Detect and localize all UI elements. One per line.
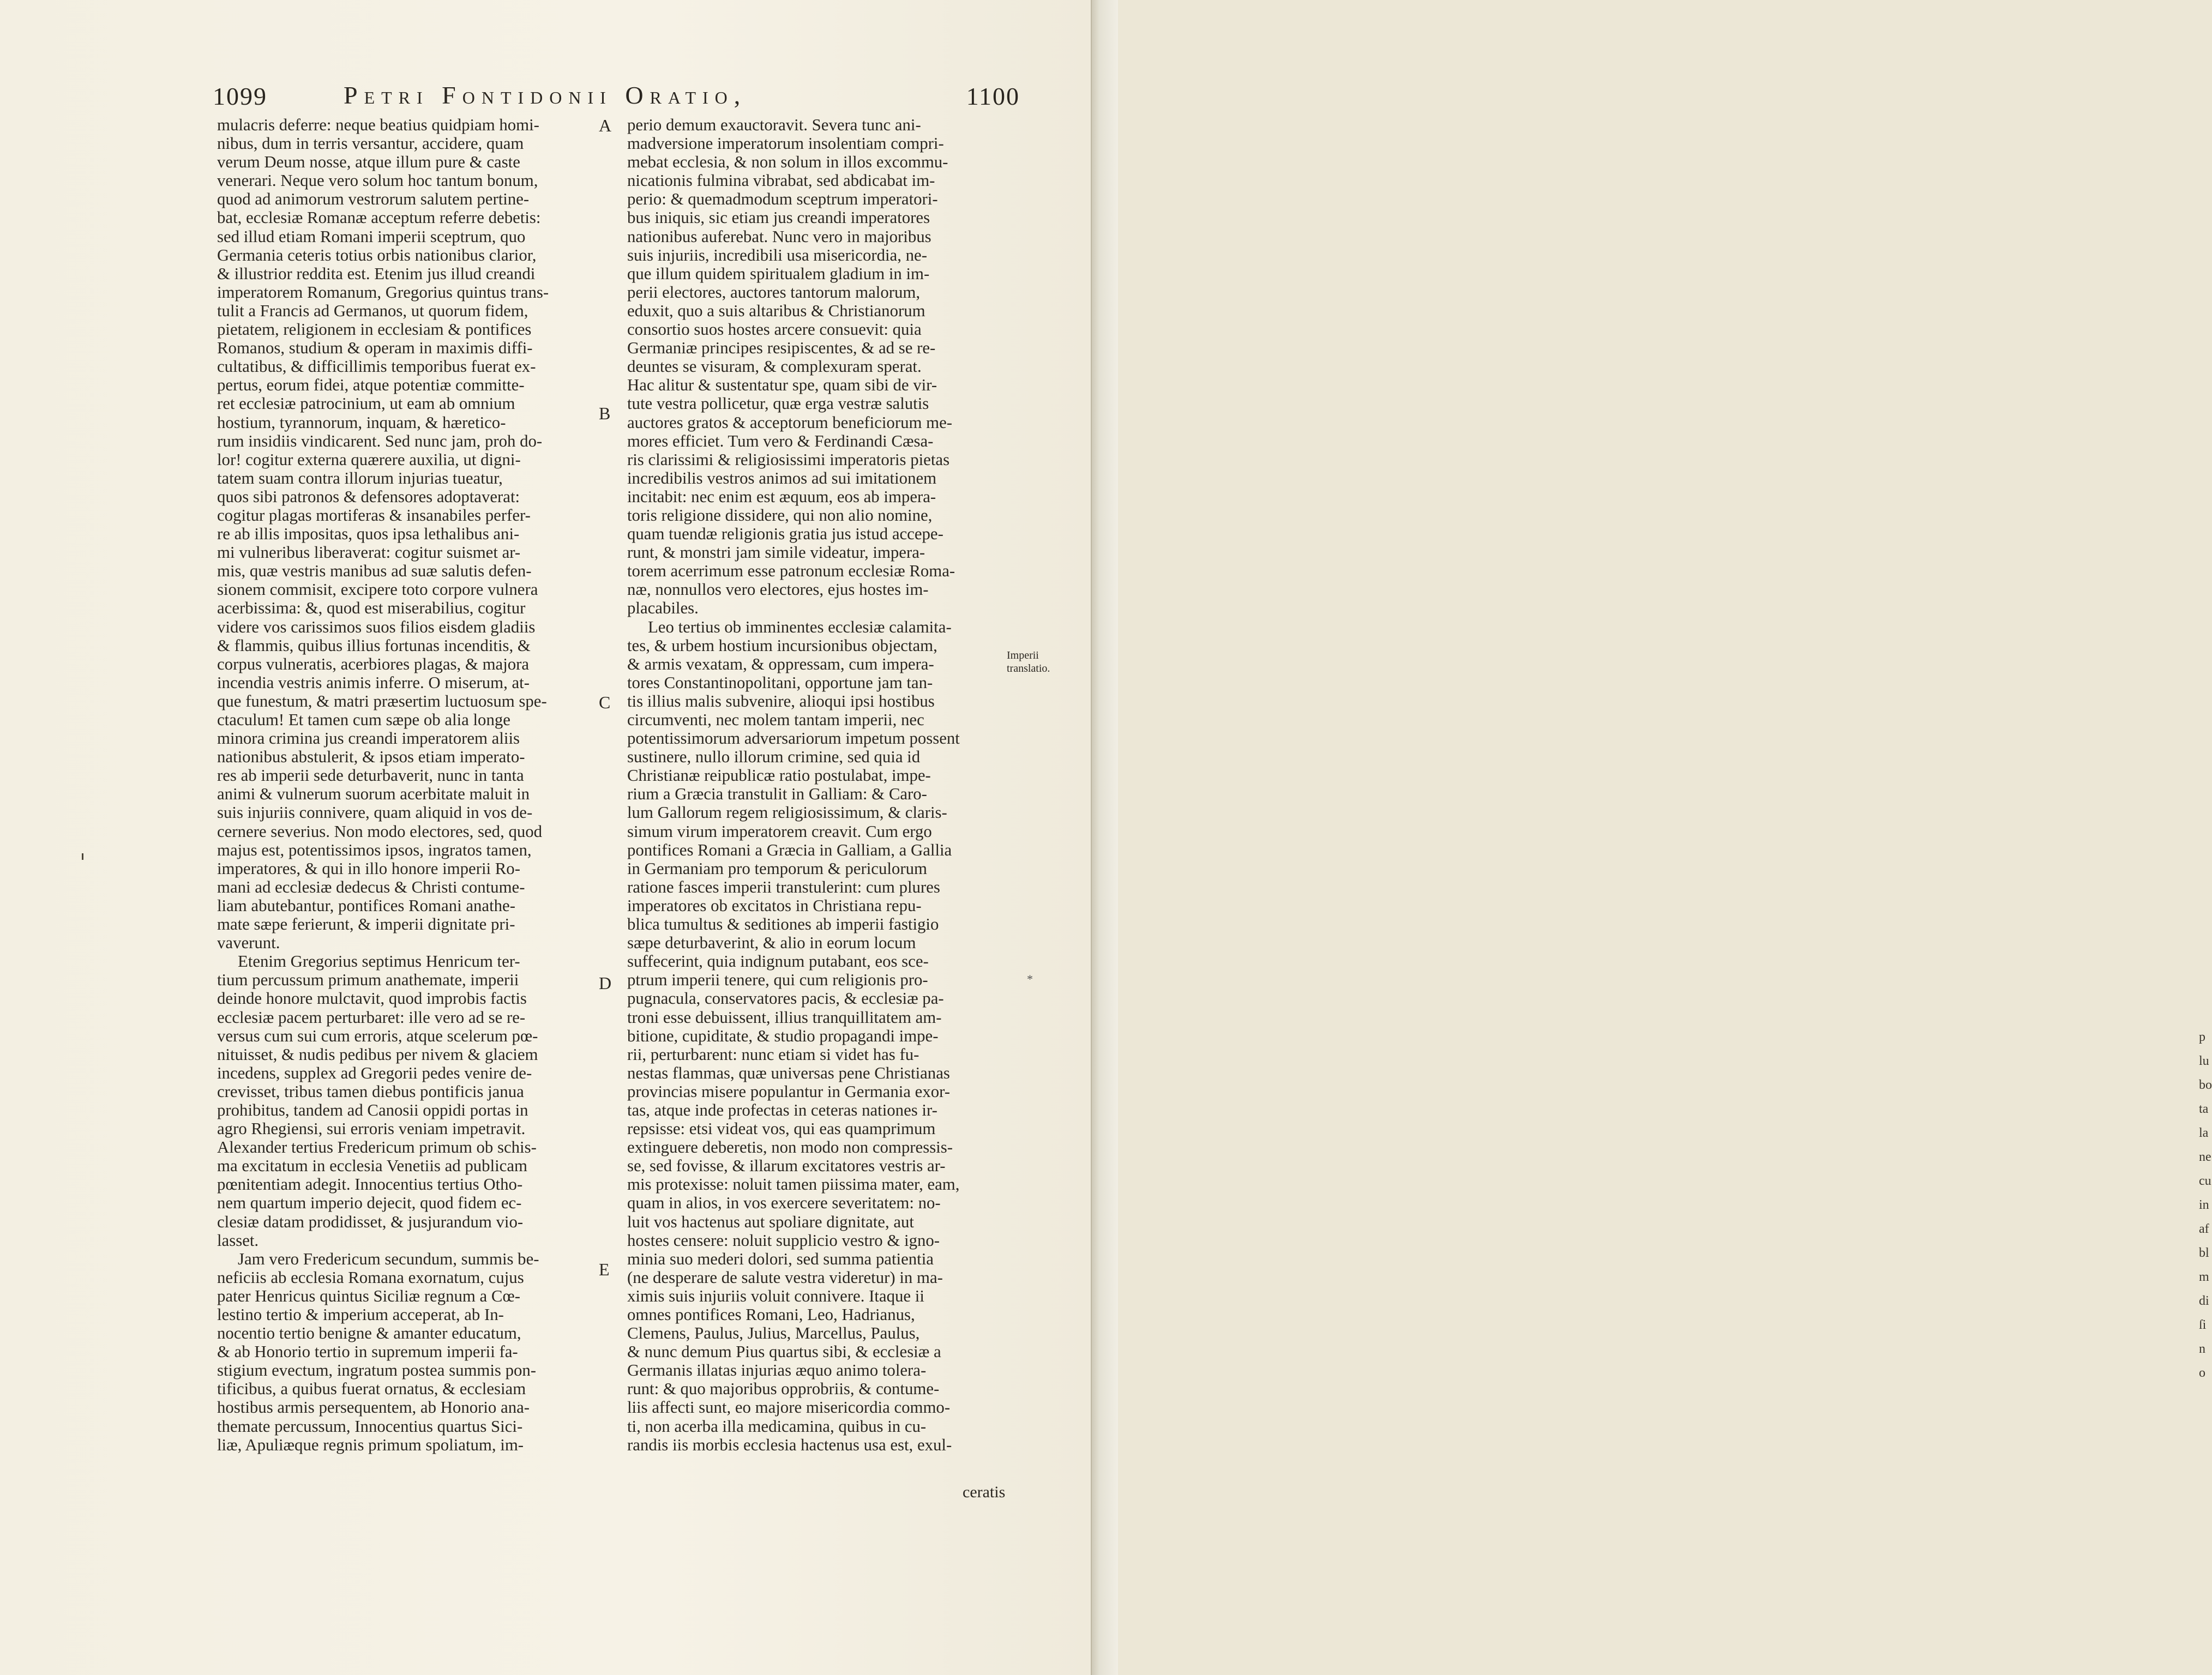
facing-page-letter: n bbox=[2199, 1342, 2205, 1356]
text-line: sionem commisit, excipere toto corpore vulnera bbox=[217, 580, 538, 599]
asterisk-mark: * bbox=[1027, 972, 1033, 986]
text-line: nituisset, & nudis pedibus per nivem & glaciem bbox=[217, 1045, 538, 1064]
text-line: liæ, Apuliæque regnis primum spoliatum, im- bbox=[217, 1435, 524, 1454]
text-line: mani ad ecclesiæ dedecus & Christi contume- bbox=[217, 877, 525, 896]
text-line: quam in alios, in vos exercere severitatem: no- bbox=[627, 1194, 941, 1213]
facing-page-letter: o bbox=[2199, 1366, 2205, 1380]
text-line: luit vos hactenus aut spoliare dignitate, aut bbox=[627, 1212, 914, 1231]
margin-letter-c: C bbox=[599, 692, 611, 712]
text-line: venerari. Neque vero solum hoc tantum bonum, bbox=[217, 171, 538, 190]
text-line: in Germaniam pro temporum & periculorum bbox=[627, 859, 927, 878]
text-line: runt, & monstri jam simile videatur, impera- bbox=[627, 543, 925, 562]
text-line: incredibilis vestros animos ad sui imitationem bbox=[627, 468, 937, 487]
text-line: mores efficiet. Tum vero & Ferdinandi Cæsa- bbox=[627, 431, 934, 450]
text-line: blica tumultus & seditiones ab imperii fastigio bbox=[627, 915, 939, 934]
text-line: sed illud etiam Romani imperii sceptrum, quo bbox=[217, 227, 526, 246]
text-line: liis affecti sunt, eo majore misericordia commo- bbox=[627, 1398, 951, 1417]
text-line: extinguere deberetis, non modo non compressis- bbox=[627, 1138, 953, 1157]
facing-page-letter: bo bbox=[2199, 1078, 2212, 1092]
text-line: cultatibus, & difficillimis temporibus fuerat ex- bbox=[217, 357, 536, 376]
marginal-note bbox=[1007, 649, 1050, 675]
text-line: Etenim Gregorius septimus Henricum ter- bbox=[238, 952, 520, 971]
text-line: & flammis, quibus illius fortunas incenditis, & bbox=[217, 636, 531, 655]
text-line: mebat ecclesia, & non solum in illos excommu- bbox=[627, 153, 948, 172]
text-line: nocentio tertio benigne & amanter educatum, bbox=[217, 1324, 521, 1343]
text-line: Jam vero Fredericum secundum, summis be- bbox=[238, 1249, 539, 1268]
text-line: ratione fasces imperii transtulerint: cum plures bbox=[627, 877, 940, 896]
text-line: verum Deum nosse, atque illum pure & caste bbox=[217, 153, 520, 172]
text-line: tatem suam contra illorum injurias tueatur, bbox=[217, 468, 503, 487]
text-line: nationibus abstulerit, & ipsos etiam imperato- bbox=[217, 748, 525, 767]
text-line: provincias misere populantur in Germania exor- bbox=[627, 1082, 951, 1101]
text-line: lestino tertio & imperium acceperat, ab In- bbox=[217, 1305, 504, 1324]
text-line: tis illius malis subvenire, alioqui ipsi hostibus bbox=[627, 691, 935, 710]
text-line: tes, & urbem hostium incursionibus objectam, bbox=[627, 636, 937, 655]
text-line: ptrum imperii tenere, qui cum religionis pro- bbox=[627, 971, 928, 990]
text-line: quod ad animorum vestrorum salutem pertine- bbox=[217, 190, 530, 209]
text-line: acerbissima: &, quod est miserabilius, cogitur bbox=[217, 599, 526, 618]
text-line: rium a Græcia transtulit in Galliam: & Caro- bbox=[627, 785, 927, 804]
text-line: toris religione dissidere, qui non alio nomine, bbox=[627, 505, 933, 525]
margin-letter-b: B bbox=[599, 403, 611, 423]
text-line: pontifices Romani a Græcia in Galliam, a Gallia bbox=[627, 840, 952, 859]
marginal-note-line: Imperii bbox=[1007, 649, 1039, 661]
text-line: mulacris deferre: neque beatius quidpiam homi- bbox=[217, 116, 539, 134]
text-line: tificibus, a quibus fuerat ornatus, & ecclesiam bbox=[217, 1379, 526, 1399]
text-line: Romanos, studium & operam in maximis diffi- bbox=[217, 339, 533, 358]
text-line: cogitur plagas mortiferas & insanabiles perfer- bbox=[217, 505, 531, 525]
text-line: nicationis fulmina vibrabat, sed abdicabat im- bbox=[627, 171, 935, 190]
text-line: Christianæ reipublicæ ratio postulabat, impe- bbox=[627, 766, 931, 785]
text-line: randis iis morbis ecclesia hactenus usa est, exul- bbox=[627, 1435, 952, 1454]
text-line: tas, atque inde profectas in ceteras nationes ir- bbox=[627, 1100, 937, 1119]
ink-speck bbox=[82, 853, 83, 860]
text-line: ret ecclesiæ patrocinium, ut eam ab omnium bbox=[217, 394, 515, 413]
text-line: mate sæpe ferierunt, & imperii dignitate pri- bbox=[217, 915, 515, 934]
text-line: bus iniquis, sic etiam jus creandi imperatores bbox=[627, 208, 930, 227]
text-line: versus cum sui cum erroris, atque scelerum pœ- bbox=[217, 1026, 538, 1045]
text-line: corpus vulneratis, acerbiores plagas, & majora bbox=[217, 654, 530, 673]
text-line: (ne desperare de salute vestra videretur) in ma- bbox=[627, 1268, 943, 1287]
text-line: hostes censere: noluit supplicio vestro & igno- bbox=[627, 1231, 940, 1250]
text-line: rum insidiis vindicarent. Sed nunc jam, proh do- bbox=[217, 431, 543, 450]
text-line: liam abutebantur, pontifices Romani anathe- bbox=[217, 896, 515, 915]
running-header bbox=[213, 82, 1020, 120]
text-line: pietatem, religionem in ecclesiam & pontifices bbox=[217, 320, 532, 339]
text-line: imperatores, & qui in illo honore imperii Ro- bbox=[217, 859, 520, 878]
text-line: lasset. bbox=[217, 1231, 259, 1250]
facing-page-letter: ne bbox=[2199, 1150, 2211, 1164]
text-line: tute vestra pollicetur, quæ erga vestræ salutis bbox=[627, 394, 929, 413]
left-text-column bbox=[217, 116, 599, 1454]
facing-page-edge bbox=[1091, 0, 2212, 1675]
text-line: & illustrior reddita est. Etenim jus illud creandi bbox=[217, 264, 536, 283]
text-line: perio demum exauctoravit. Severa tunc ani- bbox=[627, 116, 921, 134]
text-line: minia suo mederi dolori, sed summa patientia bbox=[627, 1249, 934, 1268]
text-line: Germanis illatas injurias æquo animo tolera- bbox=[627, 1361, 927, 1380]
facing-page-letter: p bbox=[2199, 1030, 2205, 1044]
facing-page-letter: lu bbox=[2199, 1054, 2209, 1068]
text-line: themate percussum, Innocentius quartus Sici- bbox=[217, 1417, 523, 1436]
text-line: runt: & quo majoribus opprobriis, & contume- bbox=[627, 1379, 940, 1399]
text-line: Hac alitur & sustentatur spe, quam sibi de vir- bbox=[627, 376, 937, 395]
text-line: Germania ceteris totius orbis nationibus clarior, bbox=[217, 245, 537, 264]
text-line: tulit a Francis ad Germanos, ut quorum fidem, bbox=[217, 301, 528, 320]
facing-page-letter: la bbox=[2199, 1126, 2209, 1140]
text-line: crevisset, tribus tamen diebus pontificis janua bbox=[217, 1082, 524, 1101]
text-line: imperatorem Romanum, Gregorius quintus trans- bbox=[217, 282, 549, 302]
text-line: mis protexisse: noluit tamen piissima mater, eam, bbox=[627, 1175, 960, 1194]
text-line: ximis suis injuriis voluit connivere. Itaque ii bbox=[627, 1286, 924, 1305]
text-line: tium percussum primum anathemate, imperii bbox=[217, 971, 519, 990]
text-line: se, sed fovisse, & illarum excitatores vestris ar- bbox=[627, 1156, 946, 1176]
text-line: madversione imperatorum insolentiam compri- bbox=[627, 134, 944, 153]
text-line: næ, nonnullos vero electores, ejus hostes im- bbox=[627, 580, 929, 599]
text-line: incendia vestris animis inferre. O miserum, at- bbox=[217, 673, 530, 692]
text-line: mis, quæ vestris manibus ad suæ salutis defen- bbox=[217, 562, 532, 581]
marginal-note-line: translatio. bbox=[1007, 662, 1050, 674]
page-number-left: 1099 bbox=[213, 82, 267, 110]
text-line: pater Henricus quintus Siciliæ regnum a Cœ- bbox=[217, 1286, 520, 1305]
facing-page-letter: af bbox=[2199, 1222, 2209, 1236]
margin-letter-e: E bbox=[599, 1260, 610, 1279]
text-line: bitione, cupiditate, & studio propagandi impe- bbox=[627, 1026, 939, 1045]
text-line: cernere severius. Non modo electores, sed, quod bbox=[217, 822, 543, 841]
text-line: nationibus auferebat. Nunc vero in majoribus bbox=[627, 227, 931, 246]
text-line: consortio suos hostes arcere consuevit: quia bbox=[627, 320, 922, 339]
text-line: clesiæ datam prodidisset, & jusjurandum vio- bbox=[217, 1212, 524, 1231]
text-line: pugnacula, conservatores pacis, & ecclesiæ pa- bbox=[627, 989, 944, 1008]
text-line: que illum quidem spiritualem gladium in im- bbox=[627, 264, 930, 283]
text-line: videre vos carissimos suos filios eisdem gladiis bbox=[217, 617, 536, 636]
text-line: suffecerint, quia indignum putabant, eos sce- bbox=[627, 952, 929, 971]
text-line: deinde honore mulctavit, quod improbis factis bbox=[217, 989, 527, 1008]
text-line: hostibus armis persequentem, ab Honorio ana- bbox=[217, 1398, 530, 1417]
text-line: quam tuendæ religionis gratia jus istud accepe- bbox=[627, 525, 943, 544]
text-line: hostium, tyrannorum, inquam, & hæretico- bbox=[217, 413, 506, 432]
text-line: perio: & quemadmodum sceptrum imperatori- bbox=[627, 190, 938, 209]
text-line: stigium evectum, ingratum postea summis pon- bbox=[217, 1361, 537, 1380]
text-line: Clemens, Paulus, Julius, Marcellus, Paulus, bbox=[627, 1324, 920, 1343]
text-line: omnes pontifices Romani, Leo, Hadrianus, bbox=[627, 1305, 915, 1324]
text-line: auctores gratos & acceptorum beneficiorum me- bbox=[627, 413, 953, 432]
text-line: Alexander tertius Fredericum primum ob schis- bbox=[217, 1138, 537, 1157]
text-line: & ab Honorio tertio in supremum imperii fa- bbox=[217, 1342, 518, 1361]
text-line: res ab imperii sede deturbaverit, nunc in tanta bbox=[217, 766, 524, 785]
facing-page-letter: ta bbox=[2199, 1102, 2209, 1116]
text-line: nem quartum imperio dejecit, quod fidem ec- bbox=[217, 1194, 522, 1213]
facing-page-letter: m bbox=[2199, 1270, 2209, 1284]
facing-page-letter: bl bbox=[2199, 1246, 2209, 1260]
facing-page-letter: di bbox=[2199, 1294, 2209, 1308]
text-line: animi & vulnerum suorum acerbitate maluit in bbox=[217, 785, 530, 804]
text-line: re ab illis impositas, quos ipsa lethalibus ani- bbox=[217, 525, 520, 544]
text-line: & armis vexatam, & oppressam, cum impera- bbox=[627, 654, 934, 673]
text-line: lor! cogitur externa quærere auxilia, ut digni- bbox=[217, 450, 521, 469]
text-line: majus est, potentissimos ipsos, ingratos tamen, bbox=[217, 840, 532, 859]
text-line: ma excitatum in ecclesia Venetiis ad publicam bbox=[217, 1156, 527, 1176]
text-line: incedens, supplex ad Gregorii pedes venire de- bbox=[217, 1063, 532, 1082]
text-line: que funestum, & matri præsertim luctuosum spe- bbox=[217, 691, 547, 710]
text-line: prohibitus, tandem ad Canosii oppidi portas in bbox=[217, 1100, 528, 1119]
catchword: ceratis bbox=[963, 1483, 1006, 1501]
text-line: agro Rhegiensi, sui erroris veniam impetravit. bbox=[217, 1119, 526, 1138]
book-page bbox=[0, 0, 1091, 1675]
facing-page-letter: in bbox=[2199, 1198, 2209, 1212]
text-line: lum Gallorum regem religiosissimum, & claris- bbox=[627, 803, 947, 822]
text-line: placabiles. bbox=[627, 599, 699, 618]
text-line: troni esse debuissent, illius tranquillitatem am- bbox=[627, 1008, 942, 1027]
text-line: circumventi, nec molem tantam imperii, nec bbox=[627, 710, 924, 729]
facing-page-letter: cu bbox=[2199, 1174, 2211, 1188]
text-line: suis injuriis connivere, quam aliquid in vos de- bbox=[217, 803, 533, 822]
margin-letter-a: A bbox=[599, 116, 612, 135]
text-line: & nunc demum Pius quartus sibi, & ecclesiæ a bbox=[627, 1342, 941, 1361]
text-line: eduxit, quo a suis altaribus & Christianorum bbox=[627, 301, 925, 320]
text-line: potentissimorum adversariorum impetum possent bbox=[627, 729, 960, 748]
text-line: Germaniæ principes resipiscentes, & ad se re- bbox=[627, 339, 936, 358]
text-line: nibus, dum in terris versantur, accidere, quam bbox=[217, 134, 524, 153]
text-line: sæpe deturbaverint, & alio in eorum locum bbox=[627, 933, 916, 953]
margin-letter-d: D bbox=[599, 973, 612, 993]
text-line: ris clarissimi & religiosissimi imperatoris pietas bbox=[627, 450, 950, 469]
running-title: Petri Fontidonii Oratio, bbox=[344, 81, 747, 109]
text-line: neficiis ab ecclesia Romana exornatum, cujus bbox=[217, 1268, 524, 1287]
text-line: suis injuriis, incredibili usa misericordia, ne- bbox=[627, 245, 927, 264]
text-line: incitabit: nec enim est æquum, eos ab impera- bbox=[627, 487, 936, 506]
right-text-column bbox=[627, 116, 1012, 1454]
text-line: ti, non acerba illa medicamina, quibus in cu- bbox=[627, 1417, 927, 1436]
text-line: repsisse: etsi videat vos, qui eas quamprimum bbox=[627, 1119, 936, 1138]
text-line: imperatores ob excitatos in Christiana repu- bbox=[627, 896, 922, 915]
text-line: vaverunt. bbox=[217, 933, 280, 953]
text-line: bat, ecclesiæ Romanæ acceptum referre debetis: bbox=[217, 208, 541, 227]
text-line: rii, perturbarent: nunc etiam si videt has fu- bbox=[627, 1045, 919, 1064]
text-line: perii electores, auctores tantorum malorum, bbox=[627, 282, 921, 302]
text-line: quos sibi patronos & defensores adoptaverat: bbox=[217, 487, 520, 506]
facing-page-letter: ſi bbox=[2199, 1318, 2207, 1332]
text-line: Leo tertius ob imminentes ecclesiæ calamita- bbox=[648, 617, 952, 636]
text-line: ecclesiæ pacem perturbaret: ille vero ad se re- bbox=[217, 1008, 526, 1027]
facing-page-fragments bbox=[2199, 1025, 2212, 1385]
text-line: pœnitentiam adegit. Innocentius tertius Otho- bbox=[217, 1175, 523, 1194]
text-line: mi vulneribus liberaverat: cogitur suismet ar- bbox=[217, 543, 521, 562]
text-line: tores Constantinopolitani, opportune jam tan- bbox=[627, 673, 933, 692]
text-line: simum virum imperatorem creavit. Cum ergo bbox=[627, 822, 932, 841]
text-line: torem acerrimum esse patronum ecclesiæ Roma- bbox=[627, 562, 955, 581]
text-line: nestas flammas, quæ universas pene Christianas bbox=[627, 1063, 950, 1082]
text-line: deuntes se visuram, & complexuram sperat. bbox=[627, 357, 922, 376]
page-number-right: 1100 bbox=[966, 82, 1020, 110]
text-line: pertus, eorum fidei, atque potentiæ committe- bbox=[217, 376, 525, 395]
text-line: sustinere, nullo illorum crimine, sed quia id bbox=[627, 748, 921, 767]
text-line: ctaculum! Et tamen cum sæpe ob alia longe bbox=[217, 710, 510, 729]
text-line: minora crimina jus creandi imperatorem aliis bbox=[217, 729, 520, 748]
